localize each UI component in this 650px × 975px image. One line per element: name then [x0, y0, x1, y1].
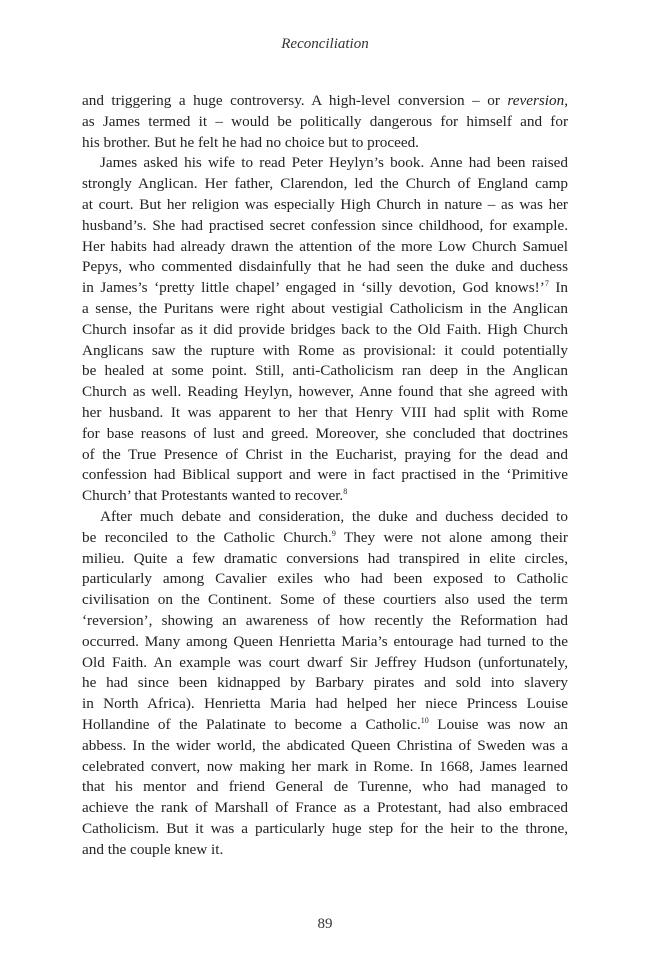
footnote-ref-7[interactable]: 7: [544, 279, 549, 289]
text-line: he had since been kidnapped by Barbary pirates and sold into slavery: [82, 674, 568, 692]
text-line: her husband. It was apparent to her that Henry VIII had split with Rome: [82, 403, 568, 421]
page-number: 89: [317, 916, 333, 932]
text-line: for base reasons of lust and greed. Moreover, she concluded that doctrines: [82, 424, 568, 442]
text-line: abbess. In the wider world, the abdicated Queen Christina of Sweden was a: [82, 736, 568, 754]
text-line: a sense, the Puritans were right about vestigial Catholicism in the Anglican: [82, 299, 568, 317]
text-line: his brother. But he felt he had no choice but to proceed.: [82, 133, 419, 151]
paragraph-2: [82, 153, 568, 507]
paragraph-1: [82, 91, 568, 153]
text-line: strongly Anglican. Her father, Clarendon, led the Church of England camp: [82, 175, 568, 193]
text-line: Old Faith. An example was court dwarf Sir Jeffrey Hudson (unfortunately,: [82, 653, 568, 671]
text-line: be healed at some point. Still, anti-Catholicism ran deep in the Anglican: [82, 362, 568, 380]
text-line: and triggering a huge controversy. A high-level conversion – or reversion,: [82, 92, 568, 109]
text-line: husband’s. She had practised secret confession since childhood, for example.: [82, 216, 568, 234]
text-line: Church as well. Reading Heylyn, however, Anne found that she agreed with: [82, 383, 568, 401]
text-line: be reconciled to the Catholic Church.$^9$ They were not alone among their: [82, 528, 568, 546]
text-line: of the True Presence of Christ in the Eucharist, praying for the dead and: [82, 445, 568, 463]
body-text: [82, 91, 568, 860]
text-line: civilisation on the Continent. Some of these courtiers also used the term: [82, 591, 568, 609]
text-line: Hollandine of the Palatinate to become a Catholic.$^{10}$ Louise was now an: [82, 715, 568, 733]
text-line: Church’ that Protestants wanted to recover.$^8$: [82, 487, 348, 505]
text-line: that his mentor and friend General de Turenne, who had managed to: [82, 778, 568, 796]
text-line: After much debate and consideration, the duke and duchess decided to: [100, 507, 568, 525]
footnote-ref-8[interactable]: 8: [343, 487, 348, 497]
text-line: occurred. Many among Queen Henrietta Maria’s entourage had turned to the: [82, 632, 568, 650]
text-line: at court. But her religion was especially High Church in nature – as was her: [82, 195, 568, 213]
running-head: Reconciliation: [281, 36, 369, 52]
text-line: Pepys, who commented disdainfully that he had seen the duke and duchess: [82, 258, 568, 276]
text-line: and the couple knew it.: [82, 840, 224, 858]
text-line: achieve the rank of Marshall of France as a Protestant, had also embraced: [82, 799, 568, 817]
text-line: James asked his wife to read Peter Heylyn’s book. Anne had been raised: [100, 154, 568, 172]
footnote-ref-9[interactable]: 9: [331, 528, 336, 538]
text-line: particularly among Cavalier exiles who had been exposed to Catholic: [82, 570, 568, 588]
text-line: in North Africa). Henrietta Maria had helped her niece Princess Louise: [82, 695, 568, 713]
text-line: Anglicans saw the rupture with Rome as provisional: it could potentially: [82, 341, 568, 359]
text-line: celebrated convert, now making her mark in Rome. In 1668, James learned: [82, 757, 568, 775]
text-line: Her habits had already drawn the attention of the more Low Church Samuel: [82, 237, 568, 255]
text-line: in James’s ‘pretty little chapel’ engaged in ‘silly devotion, God knows!’$^7$ In: [82, 279, 568, 297]
text-line: Church insofar as it did provide bridges back to the Old Faith. High Church: [82, 320, 568, 338]
footnote-ref-10[interactable]: 10: [420, 715, 429, 725]
text-line: milieu. Quite a few dramatic conversions had transpired in elite circles,: [82, 549, 568, 567]
text-line: ‘reversion’, showing an awareness of how recently the Reformation had: [82, 611, 568, 629]
italic-term: reversion,: [507, 92, 568, 109]
text-line: as James termed it – would be politically dangerous for himself and for: [82, 112, 568, 130]
text-line: Catholicism. But it was a particularly huge step for the heir to the throne,: [82, 819, 568, 837]
paragraph-3: [82, 507, 568, 861]
text-line: confession had Biblical support and were in fact practised in the ‘Primitive: [82, 466, 568, 484]
